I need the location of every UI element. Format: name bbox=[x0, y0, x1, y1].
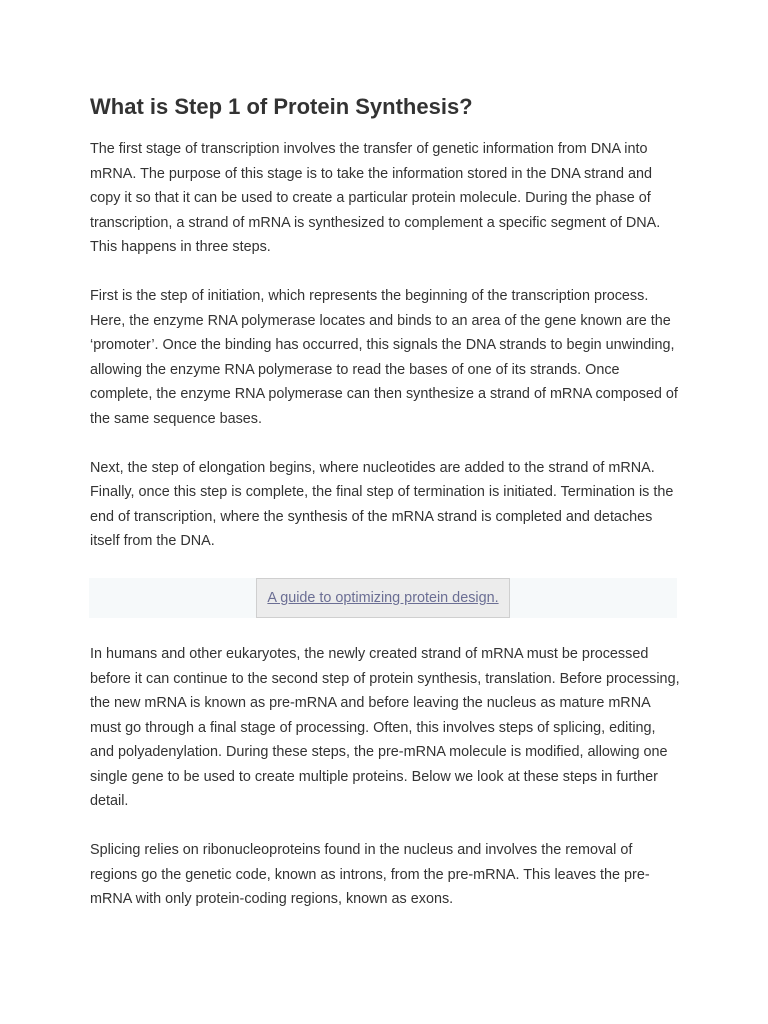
paragraph-initiation: First is the step of initiation, which represents the beginning of the transcription process. Here, the enzyme RNA polymerase locates and binds to an area of the gene known are the ‘promoter’. Once the binding has occurred, this signals the DNA strands to begin unwinding, allowing the enzyme RNA polymerase to read the bases of one of its strands. Once complete, the enzyme RNA polymerase can then synthesize a strand of mRNA composed of the same sequence bases. bbox=[90, 288, 678, 427]
promo-link-box[interactable] bbox=[256, 578, 509, 618]
paragraph-elongation-termination: Next, the step of elongation begins, where nucleotides are added to the strand of mRNA. Finally, once this step is complete, the final step of termination is initiated. Termination is the end of transcription, where the synthesis of the mRNA strand is completed and detaches itself from the DNA. bbox=[90, 459, 674, 549]
paragraph-transcription-intro: The first stage of transcription involves the transfer of genetic information from DNA into mRNA. The purpose of this stage is to take the information stored in the DNA strand and copy it so that it can be used to create a particular protein molecule. During the phase of transcription, a strand of mRNA is synthesized to complement a specific segment of DNA. This happens in three steps. bbox=[90, 141, 661, 255]
article bbox=[90, 88, 680, 936]
promo-link[interactable]: A guide to optimizing protein design. bbox=[267, 590, 499, 606]
paragraph-pre-mrna-processing: In humans and other eukaryotes, the newly created strand of mRNA must be processed before it can continue to the second step of protein synthesis, translation. Before processing, the new mRNA is known as pre-mRNA and before leaving the nucleus as mature mRNA must go through a final stage of processing. Often, this involves steps of splicing, editing, and polyadenylation. During these steps, the pre-mRNA molecule is modified, allowing one single gene to be used to create multiple proteins. Below we look at these steps in further detail. bbox=[90, 646, 680, 809]
article-title: What is Step 1 of Protein Synthesis? bbox=[90, 94, 473, 119]
paragraph-splicing: Splicing relies on ribonucleoproteins found in the nucleus and involves the removal of regions go the genetic code, known as introns, from the pre-mRNA. This leaves the pre-mRNA with only protein-coding regions, known as exons. bbox=[90, 842, 650, 907]
promo-banner bbox=[89, 578, 677, 618]
